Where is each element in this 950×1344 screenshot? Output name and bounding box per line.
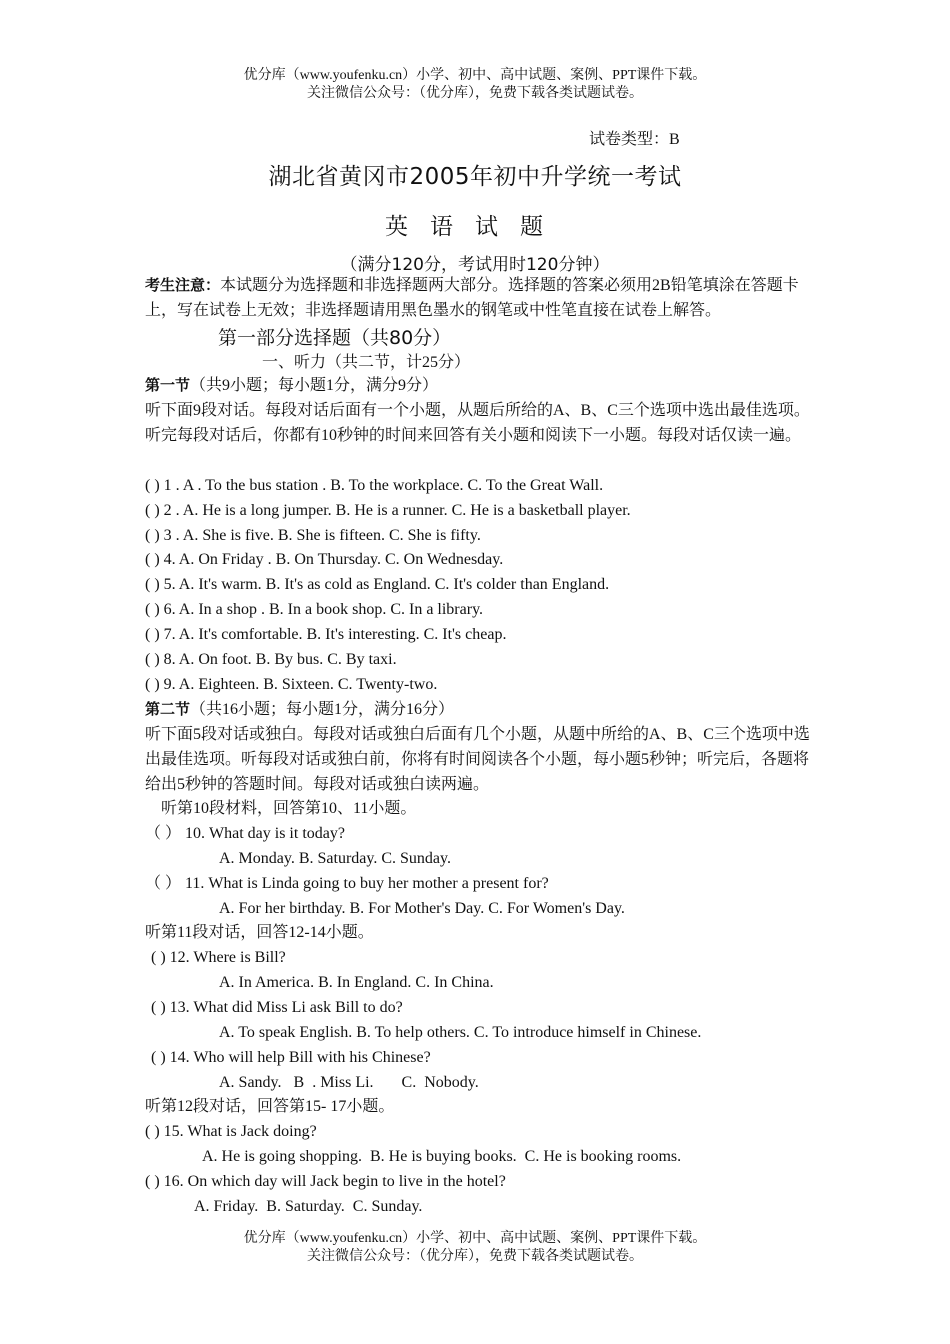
question-15: ( ) 15. What is Jack doing? [145,1123,317,1140]
question-13: ( ) 13. What did Miss Li ask Bill to do? [151,999,403,1016]
question-9: ( ) 9. A. Eighteen. B. Sixteen. C. Twenty-two. [145,676,438,693]
material-11-prompt: 听第11段对话，回答12-14小题。 [145,924,374,941]
score-note: （满分120分，考试用时120分钟） [340,255,610,275]
question-11: （ ） 11. What is Linda going to buy her mother a present for? [145,875,549,892]
section2-instructions: 听下面5段对话或独白。每段对话或独白后面有几个小题，从题中所给的A、B、C三个选项中选出最佳选项。听每段对话或独白前，你将有时间阅读各个小题，每小题5秒钟；听完后，各题将给出5秒钟的答题时间。每段对话或独白读两遍。 [145,726,810,793]
question-16-options: A. Friday. B. Saturday. C. Sunday. [194,1198,423,1215]
footer-line-2: 关注微信公众号：（优分库），免费下载各类试题试卷。 [307,1249,643,1264]
candidate-notice [145,273,810,323]
section1-instructions: 听下面9段对话。每段对话后面有一个小题，从题后所给的A、B、C三个选项中选出最佳选项。听完每段对话后，你都有10秒钟的时间来回答有关小题和阅读下一小题。每段对话仅读一遍。 [145,402,810,444]
question-4: ( ) 4. A. On Friday . B. On Thursday. C. On Wednesday. [145,551,504,568]
question-12: ( ) 12. Where is Bill? [151,949,286,966]
question-15-options: A. He is going shopping. B. He is buying books. C. He is booking rooms. [202,1148,682,1165]
question-10: （ ） 10. What day is it today? [145,825,345,842]
header-line-2: 关注微信公众号：（优分库），免费下载各类试题试卷。 [307,86,643,101]
part-title: 第一部分选择题（共80分） [218,327,452,349]
paper-type: 试卷类型：B [589,131,680,148]
listening-title: 一、听力（共二节，计25分） [262,354,471,371]
question-5: ( ) 5. A. It's warm. B. It's as cold as England. C. It's colder than England. [145,576,610,593]
section2-label: 第二节 [145,700,191,718]
question-3: ( ) 3 . A. She is five. B. She is fifteen. C. She is fifty. [145,527,481,544]
question-10-options: A. Monday. B. Saturday. C. Sunday. [219,850,451,867]
question-2: ( ) 2 . A. He is a long jumper. B. He is a runner. C. He is a basketball player. [145,502,631,519]
question-6: ( ) 6. A. In a shop . B. In a book shop. C. In a library. [145,601,484,618]
question-1: ( ) 1 . A . To the bus station . B. To the workplace. C. To the Great Wall. [145,477,604,494]
notice-text: 本试题分为选择题和非选择题两大部分。选择题的答案必须用2B铅笔填涂在答题卡上，写在试卷上无效；非选择题请用黑色墨水的钢笔或中性笔直接在试卷上解答。 [145,277,799,319]
notice-label: 考生注意： [145,276,221,294]
exam-title: 湖北省黄冈市2005年初中升学统一考试 [268,164,682,190]
question-7: ( ) 7. A. It's comfortable. B. It's interesting. C. It's cheap. [145,626,507,643]
question-11-options: A. For her birthday. B. For Mother's Day. C. For Women's Day. [219,900,625,917]
footer-line-1: 优分库（www.youfenku.cn）小学、初中、高中试题、案例、PPT课件下载。 [243,1231,707,1246]
question-16: ( ) 16. On which day will Jack begin to live in the hotel? [145,1173,506,1190]
question-12-options: A. In America. B. In England. C. In China. [219,974,494,991]
question-13-options: A. To speak English. B. To help others. C. To introduce himself in Chinese. [219,1024,702,1041]
section2-info: （共16小题；每小题1分，满分16分） [190,701,455,718]
subject-title: 英语试题 [385,214,565,240]
question-14-options: A. Sandy. B . Miss Li. C. Nobody. [219,1074,479,1091]
question-14: ( ) 14. Who will help Bill with his Chinese? [151,1049,431,1066]
header-line-1: 优分库（www.youfenku.cn）小学、初中、高中试题、案例、PPT课件下载。 [243,68,707,83]
section1-label: 第一节 [145,376,191,394]
question-8: ( ) 8. A. On foot. B. By bus. C. By taxi. [145,651,397,668]
material-10-prompt: 听第10段材料，回答第10、11小题。 [161,800,417,817]
section1-heading [145,374,438,397]
section2-heading [145,698,454,721]
material-12-prompt: 听第12段对话，回答第15- 17小题。 [145,1098,395,1115]
section1-info: （共9小题；每小题1分，满分9分） [190,377,439,394]
